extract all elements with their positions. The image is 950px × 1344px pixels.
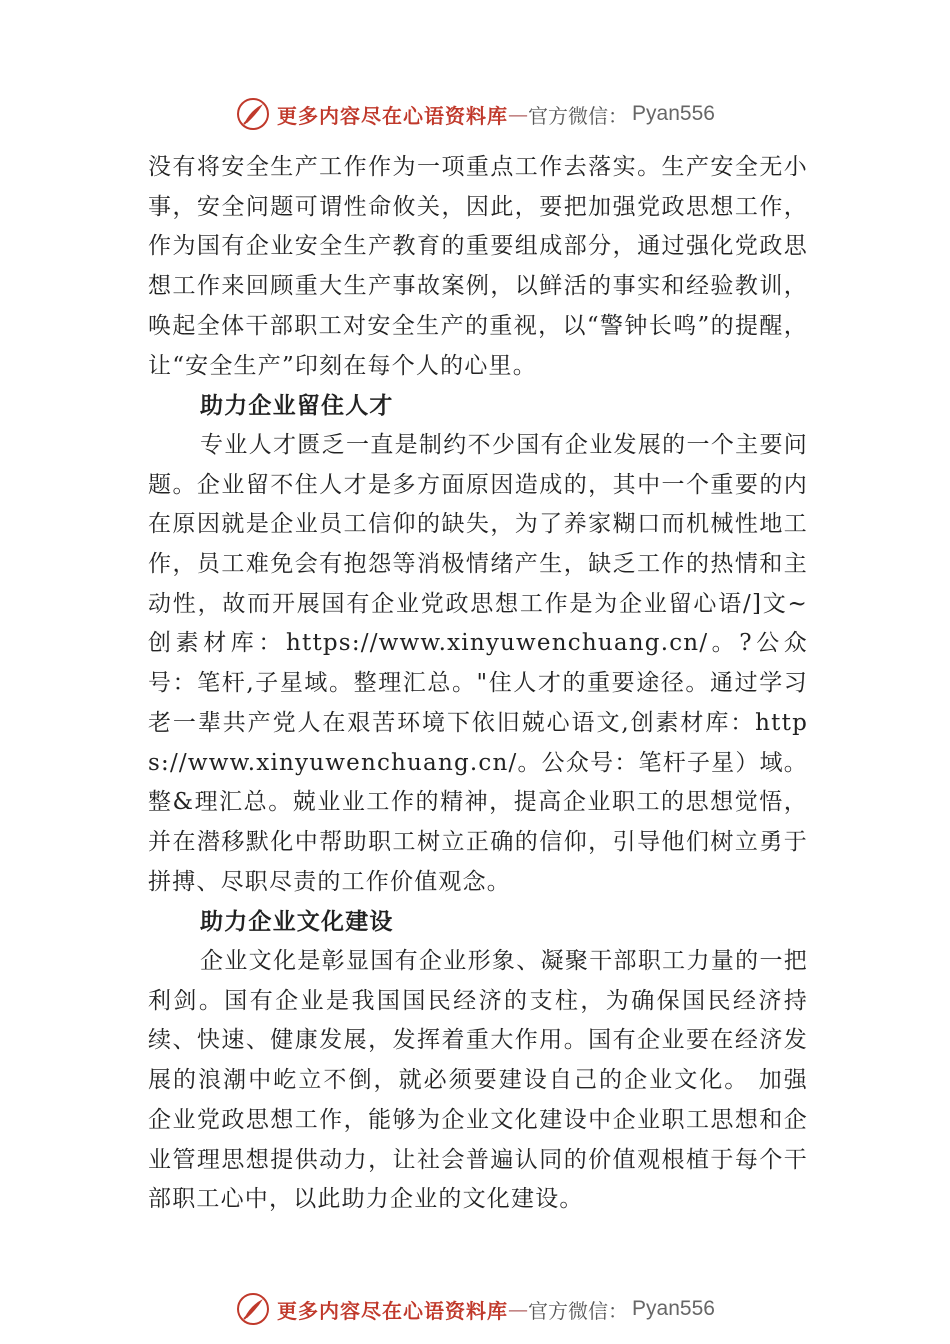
heading-corporate-culture: 助力企业文化建设 (200, 908, 394, 936)
header-contact-id: Pyan556 (632, 102, 715, 125)
header-brand: 更多内容尽在心语资料库 (277, 103, 509, 128)
quill-logo-icon (235, 1291, 271, 1327)
heading-retain-talent: 助力企业留住人才 (200, 392, 394, 420)
paragraph-safety: 没有将安全生产工作作为一项重点工作去落实。生产安全无小事，安全问题可谓性命攸关，因此，要把加强党政思想工作，作为国有企业安全生产教育的重要组成部分，通过强化党政思想工作来回顾重大生产事故案例，以鲜活的事实和经验教训，唤起全体干部职工对安全生产的重视，以“警钟长鸣”的提醒，让“安全生产”印刻在每个人的心里。 (148, 154, 808, 379)
paragraph-talent: 专业人才匮乏一直是制约不少国有企业发展的一个主要问题。企业留不住人才是多方面原因造成的，其中一个重要的内在原因就是企业员工信仰的缺失，为了养家糊口而机械性地工作，员工难免会有抱怨等消极情绪产生，缺乏工作的热情和主动性，故而开展国有企业党政思想工作是为企业留心语/]文~创素材库：https://www.xinyuwenchuang.cn/。?公众号：笔杆,子星域。整理汇总。"住人才的重要途径。通过学习老一辈共产党人在艰苦环境下依旧兢心语文,创素材库：https://www.xinyuwenchuang.cn/。公众号：笔杆子星）域。整&理汇总。兢业业工作的精神，提高企业职工的思想觉悟，并在潜移默化中帮助职工树立正确的信仰，引导他们树立勇于拼搏、尽职尽责的工作价值观念。 (148, 431, 808, 895)
footer-brand: 更多内容尽在心语资料库 (277, 1298, 509, 1323)
footer-banner (0, 1287, 950, 1331)
quill-logo-icon (235, 96, 271, 132)
header-banner (0, 92, 950, 136)
footer-separator: — (508, 1297, 529, 1321)
paragraph-culture: 企业文化是彰显国有企业形象、凝聚干部职工力量的一把利剑。国有企业是我国国民经济的支柱，为确保国民经济持续、快速、健康发展，发挥着重大作用。国有企业要在经济发展的浪潮中屹立不倒，就必须要建设自己的企业文化。 加强企业党政思想工作，能够为企业文化建设中企业职工思想和企业管理思想提供动力，让社会普遍认同的价值观根植于每个干部职工心中，以此助力企业的文化建设。 (148, 948, 808, 1213)
header-separator: — (508, 102, 529, 126)
header-contact-label: 官方微信： (528, 103, 629, 128)
footer-contact-label: 官方微信： (528, 1298, 629, 1323)
document-body (148, 148, 808, 1220)
footer-contact-id: Pyan556 (632, 1297, 715, 1320)
